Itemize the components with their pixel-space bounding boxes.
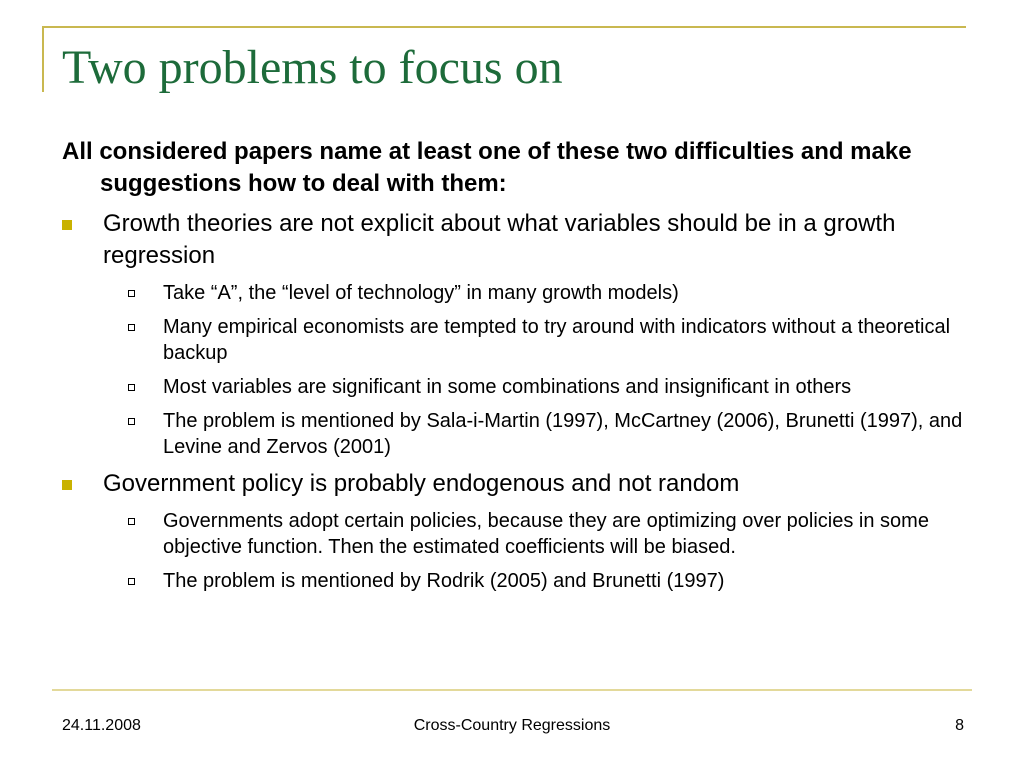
sub-bullet-text: Most variables are significant in some combinations and insignificant in others: [163, 376, 852, 398]
hollow-square-bullet-icon: [128, 384, 135, 391]
sub-bullet-point: [62, 508, 972, 560]
square-bullet-icon: [62, 480, 72, 490]
footer-title: Cross-Country Regressions: [413, 717, 611, 734]
bullet-text: Growth theories are not explicit about what variables should be in a growth regression: [103, 210, 896, 269]
hollow-square-bullet-icon: [128, 418, 135, 425]
sub-bullet-text: The problem is mentioned by Rodrik (2005) and Brunetti (1997): [163, 570, 725, 592]
slide-title: Two problems to focus on: [62, 41, 563, 94]
sub-bullet-point: [62, 408, 972, 460]
sub-bullet-text: The problem is mentioned by Sala-i-Martin (1997), McCartney (2006), Brunetti (1997), and Levine and Zervos (2001): [163, 410, 963, 458]
square-bullet-icon: [62, 220, 72, 230]
sub-bullet-text: Governments adopt certain policies, because they are optimizing over policies in some objective function. Then the estimated coefficients will be biased.: [163, 510, 929, 558]
sub-bullet-point: [62, 374, 972, 400]
bullet-point: [62, 208, 972, 272]
intro-text: All considered papers name at least one of these two difficulties and make suggestions how to deal with them:: [62, 138, 912, 197]
sub-bullet-point: [62, 568, 972, 594]
hollow-square-bullet-icon: [128, 290, 135, 297]
hollow-square-bullet-icon: [128, 324, 135, 331]
hollow-square-bullet-icon: [128, 518, 135, 525]
hollow-square-bullet-icon: [128, 578, 135, 585]
sub-bullet-text: Take “A”, the “level of technology” in many growth models): [163, 282, 679, 304]
page-number: 8: [955, 717, 964, 734]
slide-body: [62, 136, 972, 602]
top-accent-rule: [42, 26, 966, 28]
footer-date: 24.11.2008: [62, 717, 141, 734]
bullet-point: [62, 468, 972, 500]
sub-bullet-point: [62, 280, 972, 306]
footer-divider: [52, 689, 972, 691]
bullet-text: Government policy is probably endogenous and not random: [103, 470, 740, 497]
sub-bullet-point: [62, 314, 972, 366]
left-accent-rule: [42, 26, 44, 92]
sub-bullet-text: Many empirical economists are tempted to try around with indicators without a theoretical backup: [163, 316, 951, 364]
